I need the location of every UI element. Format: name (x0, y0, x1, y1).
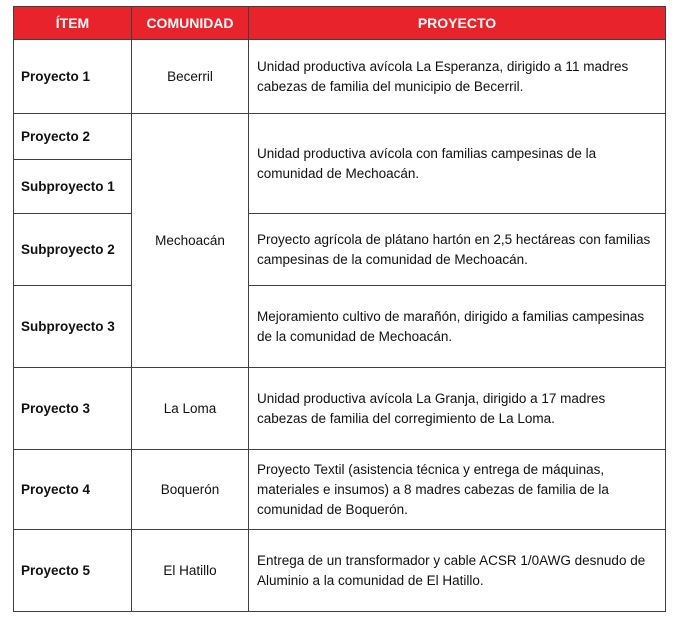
table-row (14, 530, 666, 612)
table-row (14, 368, 666, 450)
comunidad-cell: La Loma (132, 368, 249, 450)
header-row (14, 7, 666, 40)
comunidad-cell: El Hatillo (132, 530, 249, 612)
item-cell: Proyecto 2 (14, 114, 132, 160)
proyecto-cell: Unidad productiva avícola La Granja, dirigido a 17 madres cabezas de familia del corregimiento de La Loma. (249, 368, 666, 450)
table-row (14, 214, 666, 286)
item-cell: Subproyecto 2 (14, 214, 132, 286)
projects-table (13, 6, 666, 612)
proyecto-cell: Entrega de un transformador y cable ACSR 1/0AWG desnudo de Aluminio a la comunidad de El Hatillo. (249, 530, 666, 612)
comunidad-cell: Becerril (132, 40, 249, 114)
header-comunidad: COMUNIDAD (132, 7, 249, 40)
item-cell: Proyecto 3 (14, 368, 132, 450)
table-row (14, 40, 666, 114)
item-cell: Proyecto 1 (14, 40, 132, 114)
header-proyecto: PROYECTO (249, 7, 666, 40)
item-cell: Proyecto 5 (14, 530, 132, 612)
table-row (14, 286, 666, 368)
proyecto-cell: Unidad productiva avícola La Esperanza, dirigido a 11 madres cabezas de familia del municipio de Becerril. (249, 40, 666, 114)
comunidad-cell: Boquerón (132, 450, 249, 530)
item-cell: Subproyecto 1 (14, 160, 132, 214)
table-row (14, 450, 666, 530)
table-row (14, 114, 666, 160)
item-cell: Subproyecto 3 (14, 286, 132, 368)
comunidad-cell-merged: Mechoacán (132, 114, 249, 368)
header-item: ÍTEM (14, 7, 132, 40)
proyecto-cell-merged: Unidad productiva avícola con familias campesinas de la comunidad de Mechoacán. (249, 114, 666, 214)
item-cell: Proyecto 4 (14, 450, 132, 530)
proyecto-cell: Proyecto agrícola de plátano hartón en 2,5 hectáreas con familias campesinas de la comunidad de Mechoacán. (249, 214, 666, 286)
proyecto-cell: Proyecto Textil (asistencia técnica y entrega de máquinas, materiales e insumos) a 8 madres cabezas de familia de la comunidad de Boquerón. (249, 450, 666, 530)
proyecto-cell: Mejoramiento cultivo de marañón, dirigido a familias campesinas de la comunidad de Mechoacán. (249, 286, 666, 368)
